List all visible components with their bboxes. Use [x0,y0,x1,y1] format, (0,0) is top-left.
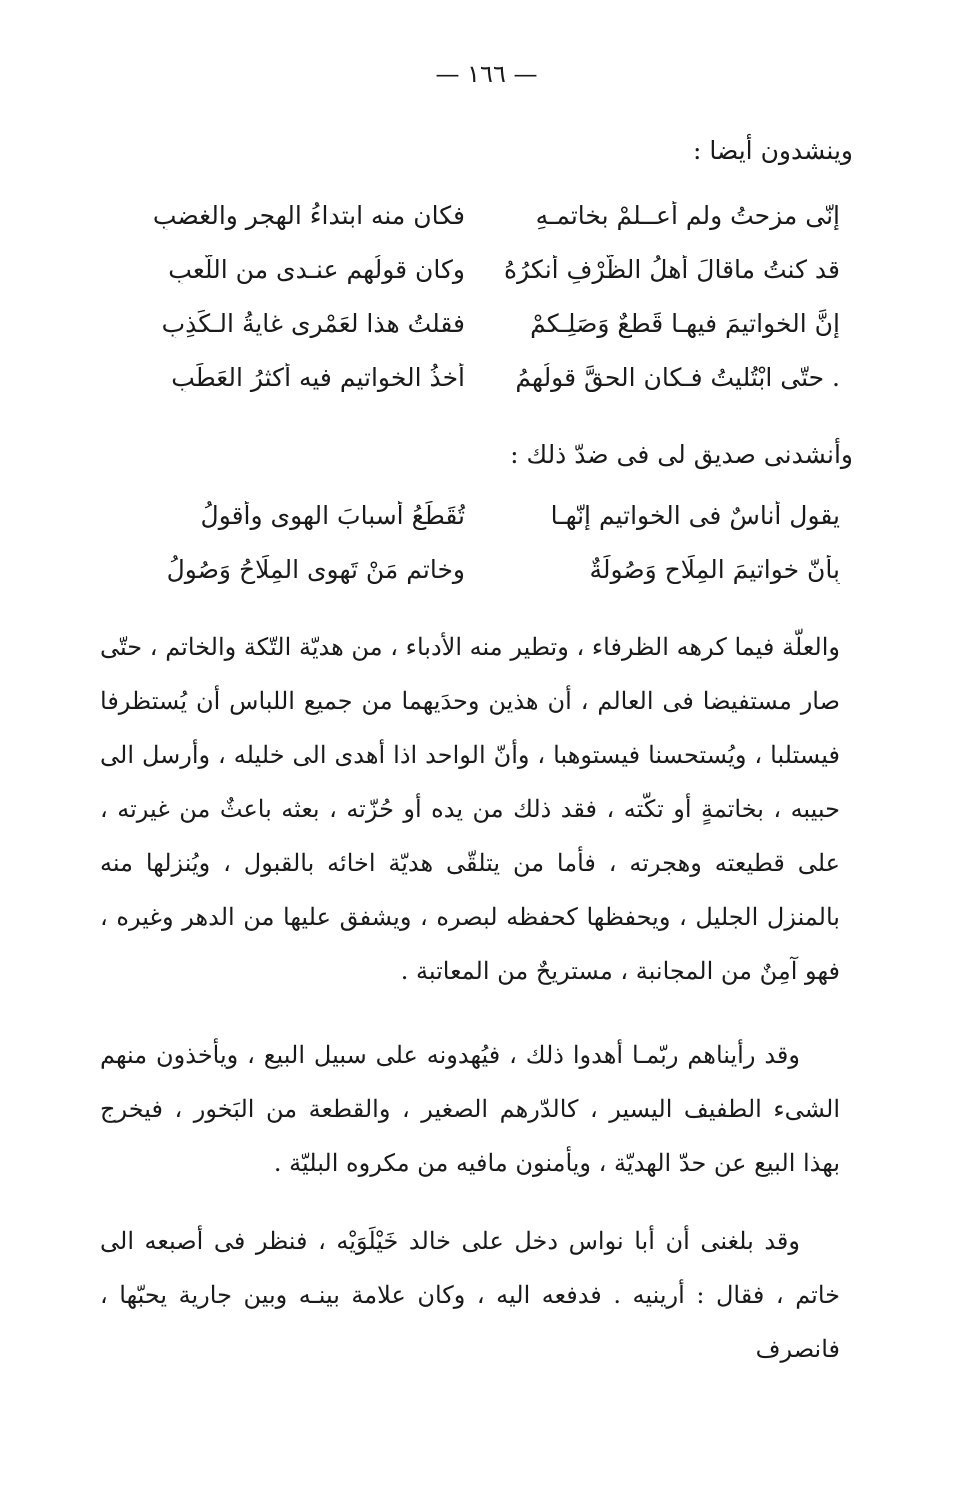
hemistich-first: إنّى مزحتُ ولم أعــلمْ بخاتمـهِ [535,200,840,230]
verse [120,188,840,242]
hemistich-second: تُقَطِّعُ أسبابَ الهوى وأقولُ [200,500,465,530]
hemistich-second: وكان قولُهم عنـدى من اللّعبِ [168,254,465,284]
verse [120,350,840,404]
hemistich-first: إنَّ الخواتيمَ فيهـا قَطعٌ وَصَلِـكمْ [530,308,840,338]
hemistich-first: يقول أناسٌ فى الخواتيمِ إنّهـا [550,500,840,530]
paragraph-3 [100,1214,840,1376]
hemistich-second: وخاتمِ مَنْ تَهوى المِلَاحُ وَصُولُ [166,554,465,584]
hemistich-second: فقلتُ هذا لعَمْرى غايةُ الـكَذِبِ [161,308,465,338]
hemistich-second: فكان منه ابتداءُ الهجر والغضبِ [152,200,465,230]
poem-intro-1: وينشدون أيضا : [693,136,853,165]
verse [120,542,840,596]
verse [120,488,840,542]
poem-1 [120,188,840,404]
paragraph-text: وقد بلغنى أن أبا نواس دخل على خالد خَيْلَوَيْه ، فنظر فى أصبعه الى خاتم ، فقال : أرينيه . فدفعه اليه ، وكان علامة بينـه وبين جارية يحبّها ، فانصرف [100,1227,840,1363]
hemistich-second: أخذُ الخواتيمِ فيه أكثرُ العَطَبِ [171,362,465,392]
paragraph-1 [100,620,840,998]
poem-2 [120,488,840,596]
verse [120,296,840,350]
paragraph-2 [100,1028,840,1190]
poem-intro-2: وأنشدنى صديق لى فى ضدّ ذلك : [510,440,853,469]
hemistich-first: قد كنتُ ماقالَ أهلُ الظَّرْفِ أُنكرُهُ [504,254,840,284]
paragraph-text: وقد رأيناهم ربّمـا أهدوا ذلك ، فيُهدونه على سبيل البيع ، ويأخذون منهم الشىء الطفيف اليسير ، كالدّرهم الصغير ، والقطعة من البَخور ، فيخرج بهذا البيع عن حدّ الهديّة ، ويأمنون مافيه من مكروه البليّة . [100,1041,840,1177]
hemistich-first: بِأنّ خواتيمَ المِلَاحِ وَصُولَةٌ [589,554,840,584]
verse [120,242,840,296]
hemistich-first: . حتّى ابْتُليتُ فـكان الحقَّ قولُهمُ [515,362,840,392]
paragraph-text: والعلّة فيما كرهه الظرفاء ، وتطير منه الأدباء ، من هديّة التّكة والخاتم ، حتّى صار مستفيضا فى العالم ، أن هذين وحدَيهما من جميع اللباس أن يُستظرفا فيستلبا ، ويُستحسنا فيستوهبا ، وأنّ الواحد اذا أهدى الى خليله ، وأرسل الى حبيبه ، بخاتمةٍ أو تكّته ، فقد ذلك من يده أو حُزّته ، بعثه باعثٌ من غيرته ، على قطيعته وهجرته ، فأما من يتلقّى هديّة اخائه بالقبول ، ويُنزلها منه بالمنزل الجليل ، ويحفظها كحفظه لبصره ، ويشفق عليها من الدهر وغيره ، فهو آمِنٌ من المجانبة ، مستريحٌ من المعاتبة . [100,633,840,985]
page-number: — ١٦٦ — [435,60,538,88]
